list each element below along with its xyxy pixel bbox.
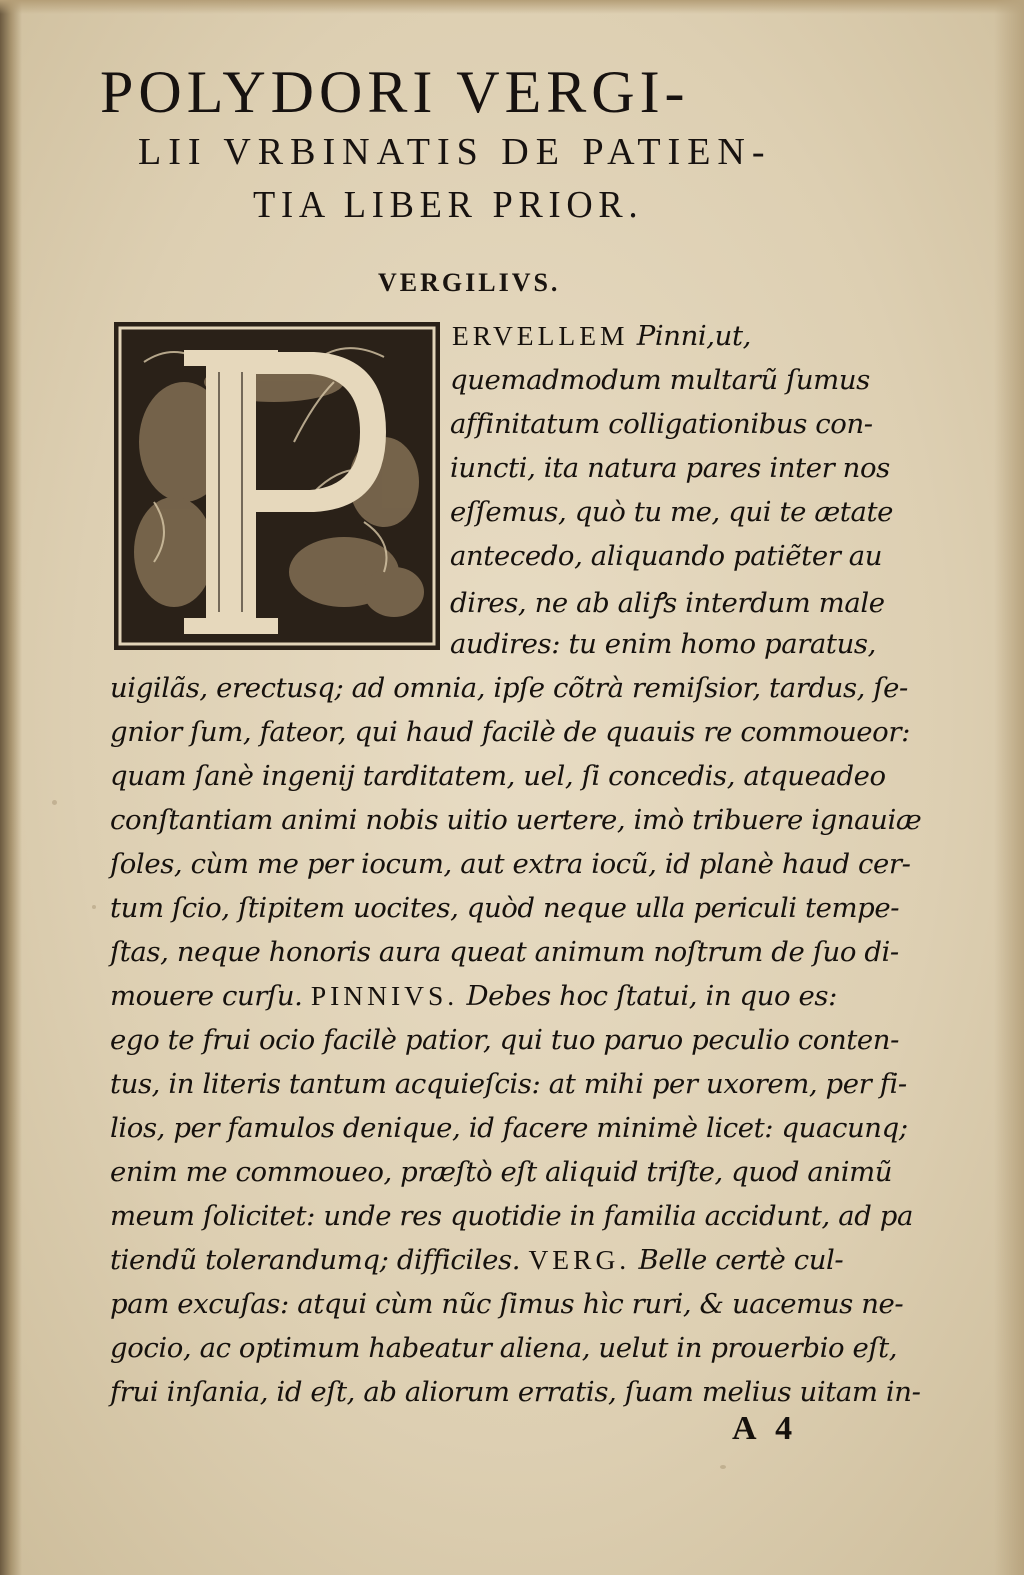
title-line-3: TIA LIBER PRIOR. [253,184,644,226]
paper-speck [92,905,96,909]
text-line-16 [110,980,837,1012]
text-line-14: tum ſcio, ſtipitem uocites, quòd neque ulla periculi tempe- [110,892,900,924]
text-line-11: quam ſanè ingenij tarditatem, uel, ſi concedis, atqueadeo [110,760,886,792]
text-line-7: dires, ne ab aliꝭs interdum male [450,587,885,619]
text-line-1 [452,320,751,352]
signature-mark: A 4 [732,1410,799,1447]
woodcut-initial-p-icon [114,322,440,650]
text-line-17: ego te frui ocio facilè patior, qui tuo paruo peculio conten- [110,1024,899,1056]
text-line-5: eſſemus, quò tu me, qui te ætate [450,496,893,528]
text-line-19: lios, per famulos denique, id facere minimè licet: quacunq; [110,1112,908,1144]
text-line-8: audires: tu enim homo paratus, [450,628,876,660]
paper-speck [720,1465,726,1469]
text-line-22-b: Belle certè cul- [630,1244,844,1276]
title-line-1: POLYDORI VERGI- [100,59,690,125]
text-line-13: ſoles, cùm me per iocum, aut extra iocũ, id planè haud cer- [110,848,911,880]
text-line-23: pam excuſas: atqui cùm nũc ſimus hìc ruri, & uacemus ne- [110,1288,904,1320]
text-line-3: affinitatum colligationibus con- [450,408,873,440]
text-line-16-a: mouere curſu. [110,980,311,1012]
title-line-2: LII VRBINATIS DE PATIEN- [138,131,772,173]
text-line-2: quemadmodum multarũ ſumus [450,364,870,396]
text-line-24: gocio, ac optimum habeatur aliena, uelut in prouerbio eſt, [110,1332,898,1364]
text-line-6: antecedo, aliquando patiẽter au [450,540,883,572]
text-line-25: frui inſania, id eſt, ab aliorum erratis, ſuam melius uitam in- [110,1376,921,1408]
text-line-12: conſtantiam animi nobis uitio uertere, imò tribuere ignauiæ [110,804,922,836]
top-edge [0,0,1024,14]
text-line-4: iuncti, ita natura pares inter nos [450,452,890,484]
text-line-1-rest: Pinni,ut, [628,320,751,352]
text-line-10: gnior ſum, fateor, qui haud facilè de quauis re commoueor: [110,716,910,748]
speaker-pinnius: PINNIVS. [310,980,459,1011]
text-line-22 [110,1244,843,1276]
text-line-15: ſtas, neque honoris aura queat animum noſtrum de ſuo di- [110,936,899,968]
paper-speck [52,800,57,805]
text-line-20: enim me commoueo, præſtò eſt aliquid triſte, quod animũ [110,1156,893,1188]
text-line-16-b: Debes hoc ſtatui, in quo es: [458,980,837,1012]
text-line-18: tus, in literis tantum acquieſcis: at mihi per uxorem, per fi- [110,1068,907,1100]
text-line-22-a: tiendũ tolerandumq; difficiles. [110,1244,529,1276]
opening-word: ERVELLEM [452,320,629,351]
binding-edge [0,0,22,1575]
speaker-heading: VERGILIVS. [378,268,561,297]
right-edge [994,0,1024,1575]
speaker-verg: VERG. [528,1244,631,1275]
text-line-9: uigilãs, erectusq; ad omnia, ipſe cõtrà remiſsior, tardus, ſe- [110,672,908,704]
text-line-21: meum ſolicitet: unde res quotidie in familia accidunt, ad pa [110,1200,913,1232]
